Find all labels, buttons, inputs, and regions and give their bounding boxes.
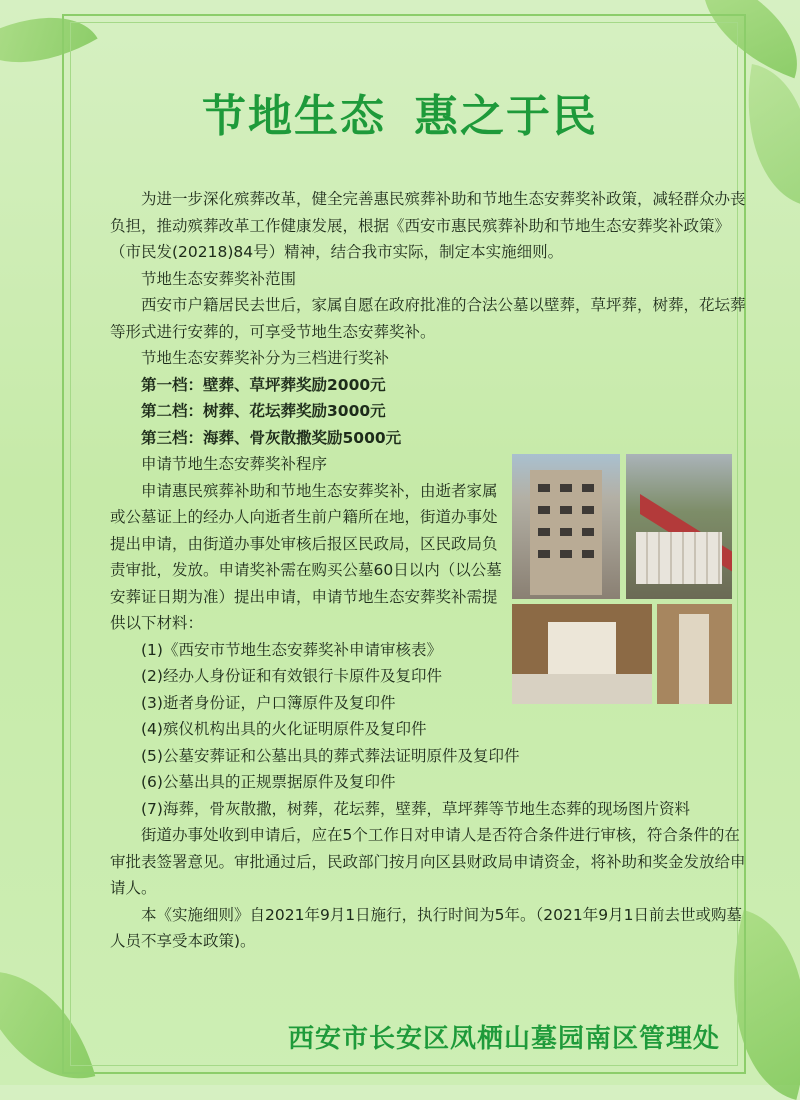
procedure-heading: 申请节地生态安葬奖补程序	[141, 455, 328, 473]
review-paragraph: 街道办事处收到申请后，应在5个工作日对申请人是否符合条件进行审核，符合条件的在审批表签署意见。审批通过后，民政部门按月向区县财政局申请资金，将补助和奖金发放给申请人。	[110, 826, 746, 897]
page-title	[0, 80, 800, 144]
tier-item-2: 第二档：树葬、花坛葬奖励3000元	[141, 402, 386, 420]
scope-heading: 节地生态安葬奖补范围	[141, 269, 297, 288]
title-part-1: 节地生态	[202, 91, 386, 142]
building-shape	[530, 470, 602, 595]
photo-columbarium-wall	[626, 454, 732, 599]
tier-item-1: 第一档：壁葬、草坪葬奖励2000元	[141, 375, 386, 394]
tier-item-3: 第三档：海葬、骨灰散撒奖励5000元	[141, 428, 402, 447]
corridor-shape	[679, 614, 709, 704]
material-item-3: (3)逝者身份证，户口簿原件及复印件	[141, 693, 396, 712]
photo-interior-hall	[512, 604, 652, 704]
material-item-4: (4)殡仪机构出具的火化证明原件及复印件	[141, 720, 427, 738]
photo-building	[512, 454, 620, 599]
material-item-5: (5)公墓安葬证和公墓出具的葬式葬法证明原件及复印件	[141, 746, 520, 765]
hall-floor-shape	[512, 674, 652, 704]
intro-paragraph: 为进一步深化殡葬改革，健全完善惠民殡葬补助和节地生态安葬奖补政策，减轻群众办丧负担，推动殡葬改革工作健康发展，根据《西安市惠民殡葬补助和节地生态安葬奖补政策》（市民发(20218)84号）精神，结合我市实际，制定本实施细则。	[110, 190, 746, 261]
tiers-heading: 节地生态安葬奖补分为三档进行奖补	[141, 349, 390, 367]
material-item-1: (1)《西安市节地生态安葬奖补申请审核表》	[141, 640, 442, 659]
effective-date-paragraph: 本《实施细则》自2021年9月1日施行，执行时间为5年。（2021年9月1日前去世或购墓人员不享受本政策)。	[110, 905, 742, 950]
photo-corridor	[657, 604, 732, 704]
material-item-2: (2)经办人身份证和有效银行卡原件及复印件	[141, 667, 442, 685]
material-item-7: (7)海葬，骨灰散撒，树葬，花坛葬，壁葬，草坪葬等节地生态葬的现场图片资料	[141, 799, 690, 818]
material-item-6: (6)公墓出具的正规票据原件及复印件	[141, 773, 396, 791]
niche-wall-shape	[636, 532, 722, 584]
scope-paragraph: 西安市户籍居民去世后，家属自愿在政府批准的合法公墓以壁葬，草坪葬，树葬，花坛葬等形式进行安葬的，可享受节地生态安葬奖补。	[110, 296, 746, 341]
title-part-2: 惠之于民	[414, 91, 598, 142]
hall-wall-shape	[548, 622, 616, 682]
procedure-paragraph: 申请惠民殡葬补助和节地生态安葬奖补，由逝者家属或公墓证上的经办人向逝者生前户籍所在地，街道办事处提出申请，由街道办事处审核后报区民政局，区民政局负责审批，发放。申请奖补需在购买公墓60日以内（以公墓安葬证日期为准）提出申请，申请节地生态安葬奖补需提供以下材料：	[110, 481, 502, 632]
photo-collage	[512, 454, 732, 704]
issuer-signature: 西安市长安区凤栖山墓园南区管理处	[287, 1024, 720, 1054]
